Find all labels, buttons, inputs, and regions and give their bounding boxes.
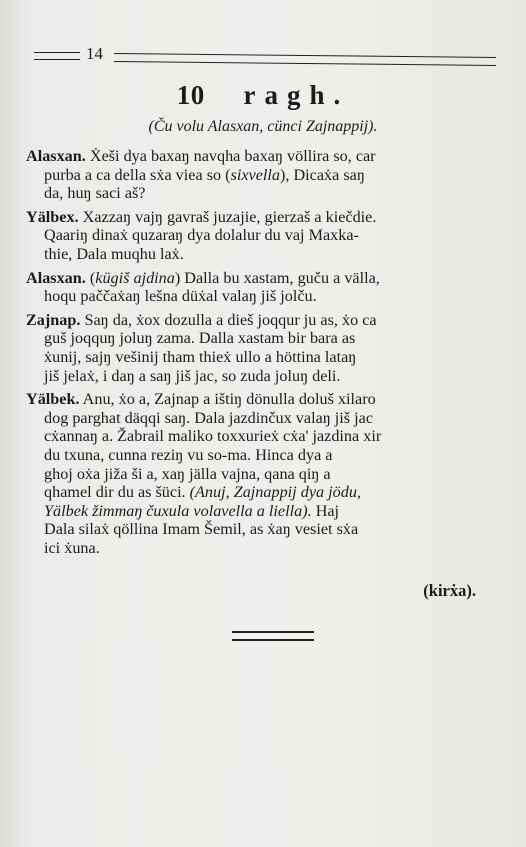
closing-note: (kirẋa). [423, 581, 476, 600]
speaker-name: Yälbex. [26, 207, 79, 226]
end-rule [232, 631, 314, 641]
speaker-name: Alasxan. [26, 268, 86, 287]
text-line: du txuna, cunna reziŋ vu so-ma. Hinca dya a [44, 445, 333, 464]
text-line: qhamel dir du as šüci. (Anuj, Zajnappij dya jödu, [44, 483, 361, 502]
text-line: Alasxan. Ẋeši dya baxaŋ navqha baxaŋ völlira so, car [26, 147, 376, 165]
text-line: Yälbex. Xazzaŋ vajŋ gavraš juzajie, gierzaš a kiečdie. [26, 207, 377, 226]
chapter-word [212, 80, 349, 110]
dialogue-paragraph [26, 147, 504, 203]
page-number: 14 [86, 44, 103, 63]
text-line: ghoj oẋa jiža ši a, xaŋ jälla vajna, qana qiŋ a [44, 464, 331, 483]
chapter-subtitle: (Ču volu Alasxan, cünci Zajnappij). [148, 118, 378, 135]
text-line: ici ẋuna. [44, 538, 100, 557]
text-line: dog parghat däqqi saŋ. Dala jazdinčux valaŋ jiš jac [44, 408, 374, 427]
text-line: guš joqquŋ joluŋ zama. Dalla xastam bir bara as [44, 329, 356, 348]
text-line: jiš jelaẋ, i daŋ a saŋ jiš jac, so zuda joluŋ deli. [44, 366, 341, 385]
text-line: Yälbek. Anu, ẋo a, Zajnap a ištiŋ dönulla doluš xilaro [26, 390, 376, 409]
text-line: Qaariŋ dinaẋ quzaraŋ dya dolalur du vaj Maxka- [44, 226, 359, 245]
dialogue-paragraph [26, 311, 504, 385]
chapter-word-text: ragh. [243, 80, 350, 110]
text-line: Yälbek žimmaŋ čuxula volavella a liella). Haj [44, 501, 340, 520]
text-line: ẋunij, sajŋ vešinij tham thieẋ ullo a höttina lataŋ [44, 347, 357, 366]
text-line: da, huŋ saci aš? [44, 184, 146, 203]
header-rule-left [34, 52, 80, 60]
dialogue-body [26, 147, 504, 562]
text-line: purba a ca della sẋa viea so (sixvella), Dicaẋa saŋ [44, 165, 365, 184]
speaker-name: Yälbek. [26, 390, 80, 409]
dialogue-paragraph [26, 390, 504, 557]
chapter-number: 10 [176, 80, 205, 110]
text-line: Alasxan. (kügiš ajdina) Dalla bu xastam, guču a välla, [26, 268, 380, 287]
dialogue-paragraph [26, 208, 504, 264]
dialogue-paragraph [26, 269, 504, 306]
text-line: thie, Dala muqhu laẋ. [44, 244, 184, 263]
page-header [34, 44, 496, 68]
chapter-title [0, 80, 526, 111]
speaker-name: Zajnap. [26, 310, 81, 329]
text-line: Dala silaẋ qöllina Imam Šemil, as ẋaŋ vesiet sẋa [44, 520, 359, 539]
header-rule-right [114, 53, 496, 66]
text-line: Zajnap. Saŋ da, ẋox dozulla a dieš joqqur ju as, ẋo ca [26, 310, 377, 329]
text-line: hoqu paččaẋaŋ lešna düẋal valaŋ jiš jolču. [44, 287, 317, 306]
text-line: cẋannaŋ a. Žabrail maliko toxxurieẋ cẋa' jazdina xir [44, 427, 382, 446]
speaker-name: Alasxan. [26, 147, 86, 165]
